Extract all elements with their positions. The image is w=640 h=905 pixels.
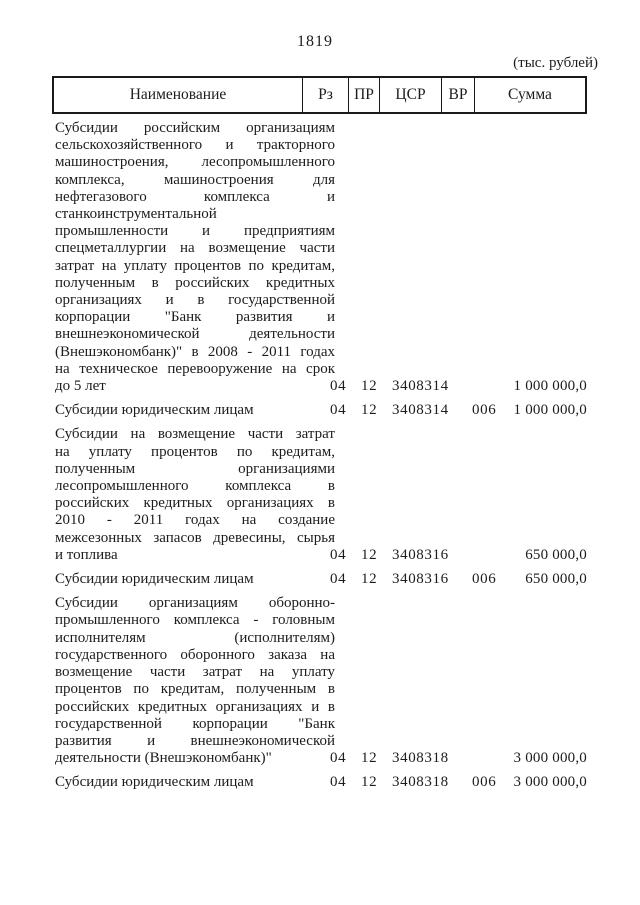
column-header-csr: ЦСР (380, 78, 442, 112)
row-name-line: корпорации "Банк развития и (55, 309, 335, 326)
row-name-line: Субсидии юридическим лицам (55, 571, 254, 588)
row-name-line: российских кредитных организациях и в (55, 698, 335, 715)
units-note: (тыс. рублей) (513, 55, 598, 71)
row-name-line: государственной корпорации "Банк (55, 715, 335, 732)
row-name-line: нефтегазового комплекса и (55, 188, 335, 205)
row-name-line: Субсидии юридическим лицам (55, 774, 254, 791)
row-sum-value: 1 000 000,0 (513, 378, 587, 395)
row-name (55, 774, 335, 791)
row-rz-code: 04 (330, 378, 347, 395)
row-name-line: полученным организациями (55, 460, 335, 477)
row-name (55, 402, 335, 419)
row-vr-code: 006 (472, 402, 497, 419)
column-header-rz: Рз (303, 78, 349, 112)
table-row (55, 774, 587, 791)
row-name-line: Субсидии юридическим лицам (55, 402, 254, 419)
row-name-line: исполнителям (исполнителям) (55, 629, 335, 646)
row-name-line: промышленности и предприятиям (55, 223, 335, 240)
row-name-line: деятельности (Внешэкономбанк)" (55, 750, 272, 767)
row-rz-code: 04 (330, 546, 347, 563)
table-row (55, 595, 587, 767)
row-name (55, 571, 335, 588)
row-name-line: промышленного комплекса - головным (55, 612, 335, 629)
row-name-line: организациях и в государственной (55, 292, 335, 309)
page-number: 1819 (297, 33, 333, 50)
row-name-line: сельскохозяйственного и тракторного (55, 137, 335, 154)
row-name (55, 595, 335, 767)
row-name-line: и топлива (55, 546, 118, 563)
row-name-line: Субсидии организациям оборонно- (55, 595, 335, 612)
table-body (55, 120, 587, 799)
row-name-line: (Внешэкономбанк)" в 2008 - 2011 годах (55, 343, 335, 360)
row-pr-code: 12 (361, 378, 378, 395)
column-header-sum: Сумма (508, 86, 552, 103)
table-row (55, 426, 587, 564)
table-row (55, 402, 587, 419)
row-name-line: 2010 - 2011 годах на создание (55, 512, 335, 529)
row-rz-code: 04 (330, 750, 347, 767)
table-row (55, 571, 587, 588)
row-pr-code: 12 (361, 402, 378, 419)
column-header-name: Наименование (54, 78, 303, 112)
row-name-line: станкоинструментальной (55, 206, 217, 223)
row-name-line: Субсидии на возмещение части затрат (55, 426, 335, 443)
row-rz-code: 04 (330, 571, 347, 588)
row-sum-value: 1 000 000,0 (513, 402, 587, 419)
row-name-line: затрат на уплату процентов по кредитам, (55, 257, 335, 274)
row-name-line: российских кредитных организациях в (55, 495, 335, 512)
row-name (55, 120, 335, 395)
row-pr-code: 12 (361, 774, 378, 791)
row-name-line: до 5 лет (55, 378, 106, 395)
row-name-line: лесопромышленного комплекса в (55, 478, 335, 495)
row-csr-code: 3408318 (392, 774, 449, 791)
row-name-line: государственного оборонного заказа на (55, 646, 335, 663)
row-name-line: на уплату процентов по кредитам, (55, 443, 335, 460)
row-csr-code: 3408318 (392, 750, 449, 767)
row-vr-code: 006 (472, 774, 497, 791)
row-name-line: комплекса, машиностроения для (55, 171, 335, 188)
row-name-line: полученным в российских кредитных (55, 274, 335, 291)
row-pr-code: 12 (361, 750, 378, 767)
row-sum-value: 650 000,0 (525, 546, 587, 563)
row-name-line: процентов по кредитам, полученным в (55, 681, 335, 698)
row-name-line: на техническое перевооружение на срок (55, 360, 335, 377)
row-pr-code: 12 (361, 571, 378, 588)
row-rz-code: 04 (330, 774, 347, 791)
table-row (55, 120, 587, 395)
row-name (55, 426, 335, 564)
row-name-line: межсезонных запасов древесины, сырья (55, 529, 335, 546)
row-sum-value: 650 000,0 (525, 571, 587, 588)
row-csr-code: 3408314 (392, 378, 449, 395)
row-pr-code: 12 (361, 546, 378, 563)
row-csr-code: 3408316 (392, 571, 449, 588)
row-vr-code: 006 (472, 571, 497, 588)
row-rz-code: 04 (330, 402, 347, 419)
row-csr-code: 3408316 (392, 546, 449, 563)
table-header (52, 76, 587, 114)
row-name-line: спецметаллургии на возмещение части (55, 240, 335, 257)
row-sum-value: 3 000 000,0 (513, 774, 587, 791)
row-name-line: внешнеэкономической деятельности (55, 326, 335, 343)
row-name-line: возмещение части затрат на уплату (55, 664, 335, 681)
row-name-line: развития и внешнеэкономической (55, 732, 335, 749)
row-csr-code: 3408314 (392, 402, 449, 419)
row-sum-value: 3 000 000,0 (513, 750, 587, 767)
row-name-line: Субсидии российским организациям (55, 120, 335, 136)
column-header-vr: ВР (442, 78, 475, 112)
row-name-line: машиностроения, лесопромышленного (55, 154, 335, 171)
column-header-pr: ПР (349, 78, 380, 112)
